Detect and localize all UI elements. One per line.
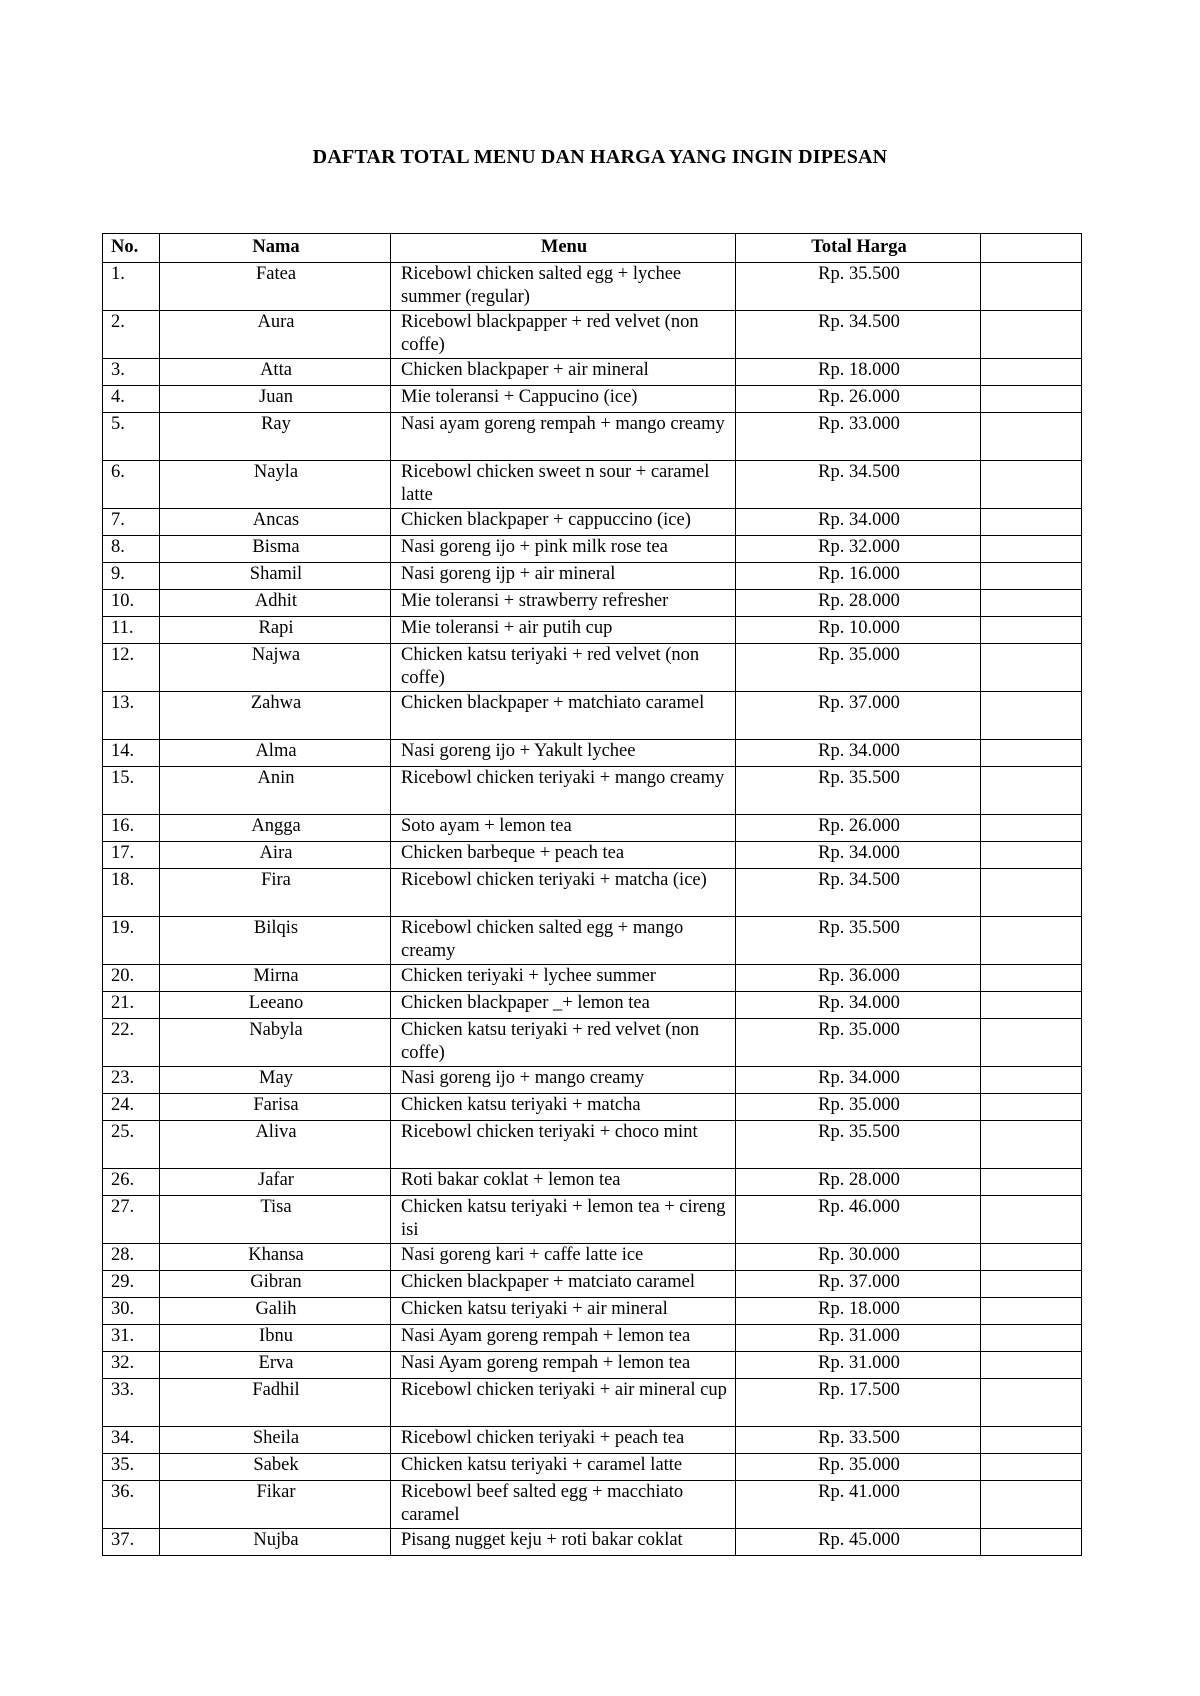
- table-row: [103, 1454, 1082, 1481]
- table-row: [103, 644, 1082, 692]
- cell-empty: [981, 1019, 1082, 1067]
- cell-menu: Chicken katsu teriyaki + matcha: [391, 1094, 736, 1121]
- cell-number: 19.: [103, 917, 160, 965]
- cell-name: Shamil: [160, 563, 391, 590]
- cell-empty: [981, 1271, 1082, 1298]
- cell-total-price: Rp. 33.500: [736, 1427, 981, 1454]
- cell-name: Angga: [160, 815, 391, 842]
- cell-empty: [981, 842, 1082, 869]
- cell-number: 32.: [103, 1352, 160, 1379]
- cell-name: Sabek: [160, 1454, 391, 1481]
- cell-number: 6.: [103, 461, 160, 509]
- cell-menu: Nasi goreng ijo + pink milk rose tea: [391, 536, 736, 563]
- cell-number: 25.: [103, 1121, 160, 1169]
- cell-empty: [981, 311, 1082, 359]
- cell-name: Galih: [160, 1298, 391, 1325]
- cell-menu: Ricebowl chicken teriyaki + air mineral cup: [391, 1379, 736, 1427]
- cell-name: Jafar: [160, 1169, 391, 1196]
- cell-total-price: Rp. 35.500: [736, 1121, 981, 1169]
- cell-name: Zahwa: [160, 692, 391, 740]
- cell-total-price: Rp. 33.000: [736, 413, 981, 461]
- cell-menu: Chicken teriyaki + lychee summer: [391, 965, 736, 992]
- cell-number: 36.: [103, 1481, 160, 1529]
- cell-menu: Chicken katsu teriyaki + red velvet (non coffe): [391, 1019, 736, 1067]
- cell-name: Nujba: [160, 1529, 391, 1556]
- cell-total-price: Rp. 28.000: [736, 1169, 981, 1196]
- cell-menu: Chicken katsu teriyaki + red velvet (non coffe): [391, 644, 736, 692]
- table-row: [103, 311, 1082, 359]
- cell-empty: [981, 386, 1082, 413]
- cell-empty: [981, 1427, 1082, 1454]
- table-row: [103, 1019, 1082, 1067]
- cell-total-price: Rp. 28.000: [736, 590, 981, 617]
- cell-total-price: Rp. 34.000: [736, 842, 981, 869]
- cell-menu: Chicken blackpaper + cappuccino (ice): [391, 509, 736, 536]
- table-row: [103, 767, 1082, 815]
- cell-empty: [981, 740, 1082, 767]
- cell-menu: Mie toleransi + strawberry refresher: [391, 590, 736, 617]
- cell-menu: Chicken katsu teriyaki + caramel latte: [391, 1454, 736, 1481]
- cell-total-price: Rp. 46.000: [736, 1196, 981, 1244]
- cell-total-price: Rp. 35.500: [736, 917, 981, 965]
- cell-number: 10.: [103, 590, 160, 617]
- cell-total-price: Rp. 37.000: [736, 1271, 981, 1298]
- cell-number: 31.: [103, 1325, 160, 1352]
- table-row: [103, 1121, 1082, 1169]
- cell-empty: [981, 1121, 1082, 1169]
- cell-name: Leeano: [160, 992, 391, 1019]
- table-row: [103, 1067, 1082, 1094]
- cell-number: 21.: [103, 992, 160, 1019]
- cell-total-price: Rp. 34.000: [736, 1067, 981, 1094]
- table-row: [103, 386, 1082, 413]
- cell-number: 3.: [103, 359, 160, 386]
- table-row: [103, 1379, 1082, 1427]
- cell-menu: Ricebowl beef salted egg + macchiato caramel: [391, 1481, 736, 1529]
- header-menu: Menu: [391, 234, 736, 263]
- cell-menu: Mie toleransi + air putih cup: [391, 617, 736, 644]
- cell-number: 16.: [103, 815, 160, 842]
- cell-menu: Chicken barbeque + peach tea: [391, 842, 736, 869]
- cell-total-price: Rp. 34.500: [736, 311, 981, 359]
- cell-name: Atta: [160, 359, 391, 386]
- cell-number: 29.: [103, 1271, 160, 1298]
- table-row: [103, 359, 1082, 386]
- cell-total-price: Rp. 37.000: [736, 692, 981, 740]
- cell-number: 17.: [103, 842, 160, 869]
- cell-empty: [981, 1169, 1082, 1196]
- cell-number: 24.: [103, 1094, 160, 1121]
- cell-number: 9.: [103, 563, 160, 590]
- cell-empty: [981, 692, 1082, 740]
- cell-menu: Chicken blackpaper + air mineral: [391, 359, 736, 386]
- cell-number: 15.: [103, 767, 160, 815]
- cell-name: Nabyla: [160, 1019, 391, 1067]
- cell-empty: [981, 815, 1082, 842]
- cell-menu: Nasi Ayam goreng rempah + lemon tea: [391, 1325, 736, 1352]
- cell-name: Fikar: [160, 1481, 391, 1529]
- cell-menu: Ricebowl chicken teriyaki + matcha (ice): [391, 869, 736, 917]
- cell-empty: [981, 965, 1082, 992]
- cell-total-price: Rp. 32.000: [736, 536, 981, 563]
- cell-total-price: Rp. 31.000: [736, 1352, 981, 1379]
- table-row: [103, 917, 1082, 965]
- cell-menu: Ricebowl chicken salted egg + mango creamy: [391, 917, 736, 965]
- cell-empty: [981, 1196, 1082, 1244]
- cell-name: Aira: [160, 842, 391, 869]
- table-row: [103, 692, 1082, 740]
- table-row: [103, 617, 1082, 644]
- cell-total-price: Rp. 26.000: [736, 386, 981, 413]
- cell-empty: [981, 917, 1082, 965]
- cell-total-price: Rp. 35.000: [736, 1019, 981, 1067]
- table-row: [103, 869, 1082, 917]
- cell-number: 18.: [103, 869, 160, 917]
- table-row: [103, 509, 1082, 536]
- table-row: [103, 1298, 1082, 1325]
- table-row: [103, 590, 1082, 617]
- cell-empty: [981, 461, 1082, 509]
- cell-number: 35.: [103, 1454, 160, 1481]
- table-row: [103, 842, 1082, 869]
- cell-name: Bilqis: [160, 917, 391, 965]
- cell-menu: Ricebowl chicken teriyaki + peach tea: [391, 1427, 736, 1454]
- cell-number: 33.: [103, 1379, 160, 1427]
- cell-menu: Chicken blackpaper + matciato caramel: [391, 1271, 736, 1298]
- cell-menu: Nasi goreng ijo + Yakult lychee: [391, 740, 736, 767]
- header-total-price: Total Harga: [736, 234, 981, 263]
- cell-empty: [981, 536, 1082, 563]
- table-row: [103, 461, 1082, 509]
- cell-name: Anin: [160, 767, 391, 815]
- cell-menu: Nasi goreng kari + caffe latte ice: [391, 1244, 736, 1271]
- cell-number: 23.: [103, 1067, 160, 1094]
- cell-name: Aliva: [160, 1121, 391, 1169]
- cell-name: Mirna: [160, 965, 391, 992]
- cell-empty: [981, 1529, 1082, 1556]
- cell-empty: [981, 1094, 1082, 1121]
- cell-number: 26.: [103, 1169, 160, 1196]
- table-row: [103, 1271, 1082, 1298]
- cell-number: 13.: [103, 692, 160, 740]
- header-no: No.: [103, 234, 160, 263]
- cell-menu: Ricebowl chicken salted egg + lychee summer (regular): [391, 263, 736, 311]
- cell-number: 14.: [103, 740, 160, 767]
- table-row: [103, 1196, 1082, 1244]
- cell-name: Tisa: [160, 1196, 391, 1244]
- table-row: [103, 992, 1082, 1019]
- cell-total-price: Rp. 34.500: [736, 869, 981, 917]
- cell-name: Bisma: [160, 536, 391, 563]
- cell-menu: Chicken blackpaper _+ lemon tea: [391, 992, 736, 1019]
- table-row: [103, 1481, 1082, 1529]
- cell-empty: [981, 1298, 1082, 1325]
- cell-menu: Nasi goreng ijo + mango creamy: [391, 1067, 736, 1094]
- cell-name: Najwa: [160, 644, 391, 692]
- cell-total-price: Rp. 18.000: [736, 359, 981, 386]
- cell-menu: Roti bakar coklat + lemon tea: [391, 1169, 736, 1196]
- cell-name: Juan: [160, 386, 391, 413]
- cell-menu: Soto ayam + lemon tea: [391, 815, 736, 842]
- cell-name: Erva: [160, 1352, 391, 1379]
- cell-total-price: Rp. 18.000: [736, 1298, 981, 1325]
- cell-total-price: Rp. 45.000: [736, 1529, 981, 1556]
- cell-number: 12.: [103, 644, 160, 692]
- cell-total-price: Rp. 35.000: [736, 644, 981, 692]
- document-title: DAFTAR TOTAL MENU DAN HARGA YANG INGIN DIPESAN: [312, 146, 888, 168]
- cell-name: Aura: [160, 311, 391, 359]
- table-row: [103, 413, 1082, 461]
- cell-total-price: Rp. 34.000: [736, 992, 981, 1019]
- cell-total-price: Rp. 34.500: [736, 461, 981, 509]
- cell-empty: [981, 413, 1082, 461]
- cell-name: Fadhil: [160, 1379, 391, 1427]
- cell-name: Adhit: [160, 590, 391, 617]
- cell-menu: Pisang nugget keju + roti bakar coklat: [391, 1529, 736, 1556]
- cell-menu: Nasi Ayam goreng rempah + lemon tea: [391, 1352, 736, 1379]
- cell-number: 2.: [103, 311, 160, 359]
- cell-empty: [981, 1244, 1082, 1271]
- cell-empty: [981, 1325, 1082, 1352]
- cell-total-price: Rp. 35.000: [736, 1094, 981, 1121]
- cell-total-price: Rp. 35.500: [736, 263, 981, 311]
- cell-empty: [981, 869, 1082, 917]
- table-row: [103, 263, 1082, 311]
- cell-menu: Chicken blackpaper + matchiato caramel: [391, 692, 736, 740]
- cell-name: Fatea: [160, 263, 391, 311]
- header-empty: [981, 234, 1082, 263]
- table-row: [103, 815, 1082, 842]
- cell-number: 22.: [103, 1019, 160, 1067]
- cell-name: Nayla: [160, 461, 391, 509]
- cell-number: 27.: [103, 1196, 160, 1244]
- cell-total-price: Rp. 36.000: [736, 965, 981, 992]
- table-row: [103, 1094, 1082, 1121]
- cell-total-price: Rp. 41.000: [736, 1481, 981, 1529]
- cell-empty: [981, 1352, 1082, 1379]
- order-table: [102, 233, 1082, 1556]
- cell-total-price: Rp. 31.000: [736, 1325, 981, 1352]
- cell-name: Gibran: [160, 1271, 391, 1298]
- table-row: [103, 1325, 1082, 1352]
- cell-name: Ibnu: [160, 1325, 391, 1352]
- cell-empty: [981, 617, 1082, 644]
- cell-menu: Chicken katsu teriyaki + air mineral: [391, 1298, 736, 1325]
- cell-name: Ray: [160, 413, 391, 461]
- header-name: Nama: [160, 234, 391, 263]
- cell-empty: [981, 767, 1082, 815]
- cell-total-price: Rp. 10.000: [736, 617, 981, 644]
- cell-name: Fira: [160, 869, 391, 917]
- cell-total-price: Rp. 35.500: [736, 767, 981, 815]
- cell-number: 5.: [103, 413, 160, 461]
- cell-menu: Ricebowl chicken teriyaki + mango creamy: [391, 767, 736, 815]
- cell-number: 11.: [103, 617, 160, 644]
- cell-empty: [981, 644, 1082, 692]
- cell-total-price: Rp. 17.500: [736, 1379, 981, 1427]
- cell-empty: [981, 992, 1082, 1019]
- cell-menu: Nasi goreng ijp + air mineral: [391, 563, 736, 590]
- cell-empty: [981, 263, 1082, 311]
- cell-empty: [981, 1067, 1082, 1094]
- cell-total-price: Rp. 16.000: [736, 563, 981, 590]
- table-header-row: [103, 234, 1082, 263]
- cell-name: Ancas: [160, 509, 391, 536]
- table-row: [103, 1427, 1082, 1454]
- cell-name: Sheila: [160, 1427, 391, 1454]
- cell-total-price: Rp. 35.000: [736, 1454, 981, 1481]
- cell-menu: Mie toleransi + Cappucino (ice): [391, 386, 736, 413]
- cell-empty: [981, 563, 1082, 590]
- cell-menu: Ricebowl chicken sweet n sour + caramel latte: [391, 461, 736, 509]
- cell-total-price: Rp. 26.000: [736, 815, 981, 842]
- cell-name: Farisa: [160, 1094, 391, 1121]
- cell-empty: [981, 1481, 1082, 1529]
- cell-empty: [981, 359, 1082, 386]
- cell-number: 4.: [103, 386, 160, 413]
- cell-name: Alma: [160, 740, 391, 767]
- cell-name: Rapi: [160, 617, 391, 644]
- cell-total-price: Rp. 34.000: [736, 509, 981, 536]
- cell-menu: Ricebowl blackpapper + red velvet (non coffe): [391, 311, 736, 359]
- cell-number: 28.: [103, 1244, 160, 1271]
- cell-number: 20.: [103, 965, 160, 992]
- cell-number: 1.: [103, 263, 160, 311]
- table-row: [103, 563, 1082, 590]
- table-row: [103, 1529, 1082, 1556]
- table-row: [103, 965, 1082, 992]
- cell-name: Khansa: [160, 1244, 391, 1271]
- cell-number: 7.: [103, 509, 160, 536]
- cell-total-price: Rp. 30.000: [736, 1244, 981, 1271]
- cell-number: 37.: [103, 1529, 160, 1556]
- cell-empty: [981, 590, 1082, 617]
- cell-menu: Nasi ayam goreng rempah + mango creamy: [391, 413, 736, 461]
- cell-empty: [981, 1379, 1082, 1427]
- table-row: [103, 1244, 1082, 1271]
- cell-number: 8.: [103, 536, 160, 563]
- cell-menu: Ricebowl chicken teriyaki + choco mint: [391, 1121, 736, 1169]
- table-row: [103, 740, 1082, 767]
- table-body: [103, 263, 1082, 1556]
- cell-empty: [981, 1454, 1082, 1481]
- cell-name: May: [160, 1067, 391, 1094]
- cell-total-price: Rp. 34.000: [736, 740, 981, 767]
- cell-empty: [981, 509, 1082, 536]
- cell-number: 30.: [103, 1298, 160, 1325]
- table-row: [103, 536, 1082, 563]
- table-row: [103, 1169, 1082, 1196]
- cell-menu: Chicken katsu teriyaki + lemon tea + cireng isi: [391, 1196, 736, 1244]
- cell-number: 34.: [103, 1427, 160, 1454]
- table-row: [103, 1352, 1082, 1379]
